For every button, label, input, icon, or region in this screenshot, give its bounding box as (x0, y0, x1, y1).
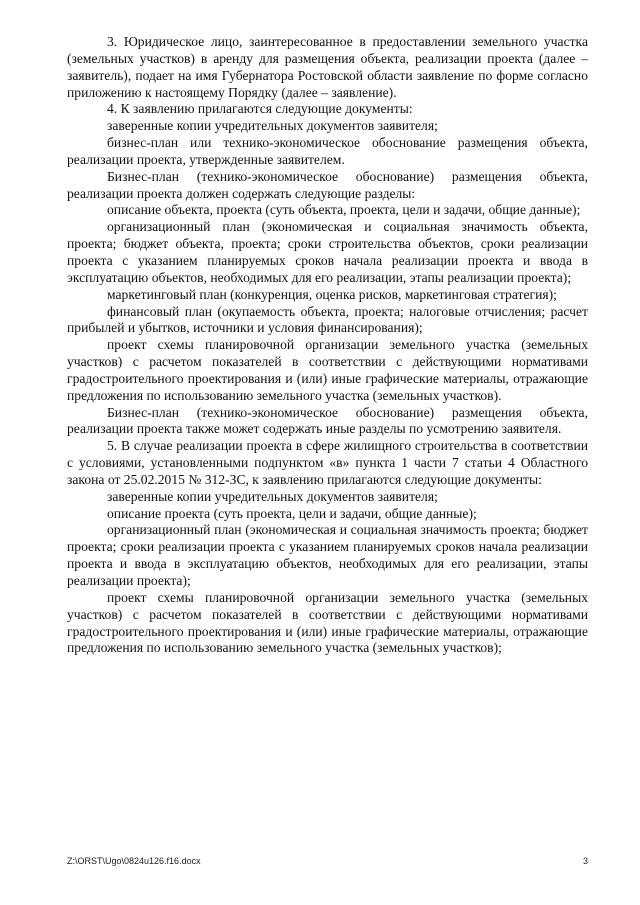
list-item: организационный план (экономическая и социальная значимость объекта, проекта; бюджет объекта, проекта; сроки строительства объектов, сроки реализации проекта с указанием планируемых сроков начала реализации проекта и ввода в эксплуатацию объектов, необходимых для его реализации, этапы реализации проекта); (67, 219, 588, 285)
page-number: 3 (582, 856, 588, 866)
paragraph-4: 4. К заявлению прилагаются следующие документы: (107, 101, 413, 117)
list-item: проект схемы планировочной организации земельного участка (земельных участков) с расчетом показателей в соответствии с действующими нормативами градостроительного проектирования и (или) иные графические материалы, отражающие предложения по использованию земельного участка (земельных участков). (67, 337, 588, 403)
list-item: финансовый план (окупаемость объекта, проекта; налоговые отчисления; расчет прибылей и убытков, источники и условия финансирования); (67, 303, 588, 336)
list-item: описание объекта, проекта (суть объекта, проекта, цели и задачи, общие данные); (107, 202, 581, 218)
list-item: организационный план (экономическая и социальная значимость проекта; бюджет проекта; сроки реализации проекта с указанием планируемых сроков начала реализации проекта и ввода в эксплуатацию объектов, необходимых для его реализации, этапы реализации проекта); (67, 522, 588, 588)
paragraph-5: 5. В случае реализации проекта в сфере жилищного строительства в соответствии с условиями, установленными подпунктом «в» пункта 1 части 7 статьи 4 Областного закона от 25.02.2015 № 312-ЗС, к заявлению прилагаются следующие документы: (67, 438, 588, 487)
list-item: бизнес-план или технико-экономическое обоснование размещения объекта, реализации проекта, утвержденные заявителем. (67, 135, 588, 167)
file-path: Z:\ORST\Ugo\0824u126.f16.docx (67, 856, 201, 866)
list-item: описание проекта (суть проекта, цели и задачи, общие данные); (107, 505, 477, 521)
list-item: заверенные копии учредительных документов заявителя; (107, 118, 438, 134)
list-item: проект схемы планировочной организации земельного участка (земельных участков) с расчетом показателей в соответствии с действующими нормативами градостроительного проектирования и (или) иные графические материалы, отражающие предложения по использованию земельного участка (земельных участков); (67, 589, 588, 656)
list-item: маркетинговый план (конкуренция, оценка рисков, маркетинговая стратегия); (107, 286, 557, 302)
list-item: заверенные копии учредительных документов заявителя; (107, 488, 438, 504)
paragraph: Бизнес-план (технико-экономическое обоснование) размещения объекта, реализации проекта должен содержать следующие разделы: (67, 168, 588, 201)
paragraph-3: 3. Юридическое лицо, заинтересованное в предоставлении земельного участка (земельных участков) в аренду для размещения объекта, реализации проекта (далее – заявитель), подает на имя Губернатора Ростовской области заявление по форме согласно приложению к настоящему Порядку (далее – заявление). (67, 34, 588, 100)
paragraph: Бизнес-план (технико-экономическое обоснование) размещения объекта, реализации проекта также может содержать иные разделы по усмотрению заявителя. (67, 404, 588, 437)
document-body (67, 34, 588, 657)
